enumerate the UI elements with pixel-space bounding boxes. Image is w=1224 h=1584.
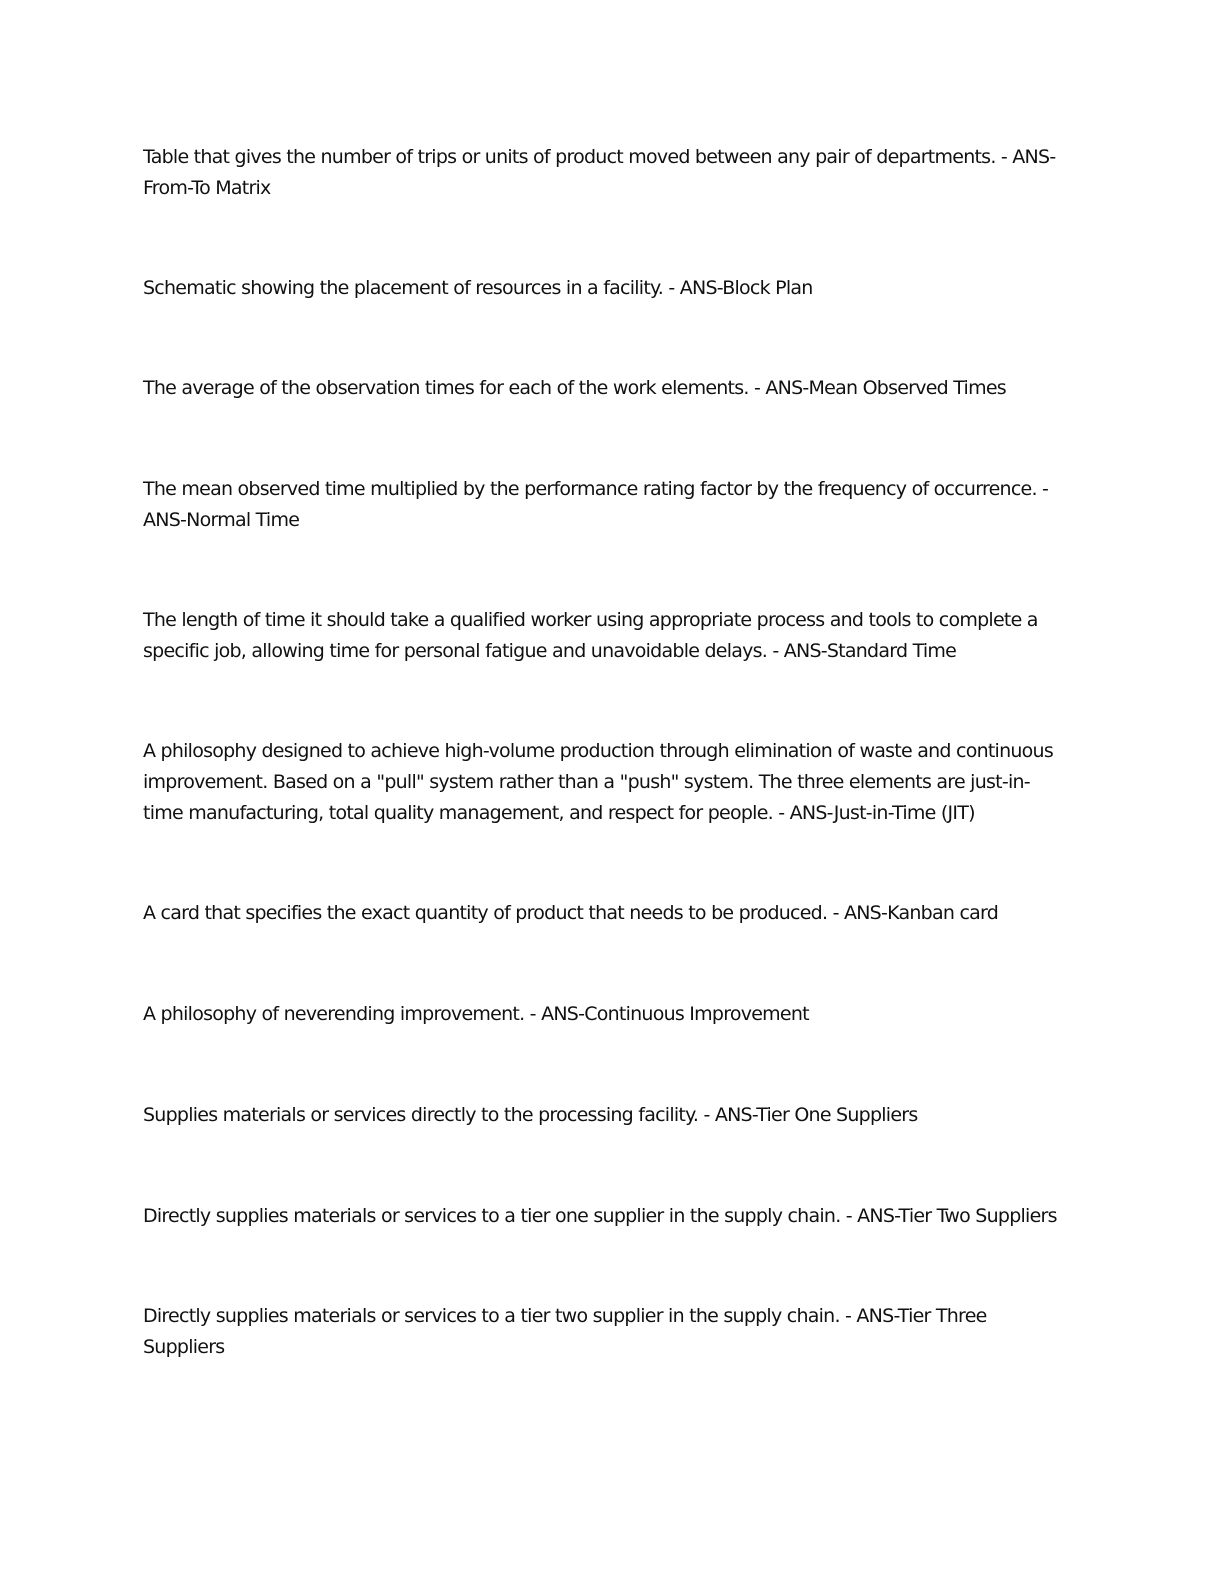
entry-line: improvement. Based on a "pull" system rather than a "push" system. The three elements are just-in- xyxy=(143,771,1030,793)
entry-line: Directly supplies materials or services to a tier one supplier in the supply chain. - ANS-Tier Two Suppliers xyxy=(143,1205,1057,1227)
entry-line: ANS-Normal Time xyxy=(143,509,300,531)
entry-line: A philosophy of neverending improvement. - ANS-Continuous Improvement xyxy=(143,1003,809,1025)
entry-line: Suppliers xyxy=(143,1336,225,1358)
entry-line: Table that gives the number of trips or units of product moved between any pair of departments. - ANS- xyxy=(143,146,1056,168)
entry-line: From-To Matrix xyxy=(143,177,271,199)
entry-tier-two-suppliers xyxy=(143,1201,1083,1232)
entry-line: A card that specifies the exact quantity of product that needs to be produced. - ANS-Kanban card xyxy=(143,902,999,924)
entry-line: specific job, allowing time for personal fatigue and unavoidable delays. - ANS-Standard Time xyxy=(143,640,957,662)
entry-mean-observed-times xyxy=(143,373,1083,404)
entry-continuous-improvement xyxy=(143,999,1083,1030)
entry-normal-time xyxy=(143,474,1083,536)
entry-line: The length of time it should take a qualified worker using appropriate process and tools to complete a xyxy=(143,609,1038,631)
entry-line: Directly supplies materials or services to a tier two supplier in the supply chain. - ANS-Tier Three xyxy=(143,1305,987,1327)
entry-tier-three-suppliers xyxy=(143,1301,1083,1363)
entry-line: The average of the observation times for each of the work elements. - ANS-Mean Observed Times xyxy=(143,377,1006,399)
entry-kanban-card xyxy=(143,898,1083,929)
entry-standard-time xyxy=(143,605,1083,667)
entry-line: Schematic showing the placement of resources in a facility. - ANS-Block Plan xyxy=(143,277,813,299)
entry-line: A philosophy designed to achieve high-volume production through elimination of waste and continuous xyxy=(143,740,1053,762)
entry-line: time manufacturing, total quality management, and respect for people. - ANS-Just-in-Time (JIT) xyxy=(143,802,975,824)
entry-block-plan xyxy=(143,273,1083,304)
entry-just-in-time xyxy=(143,736,1083,829)
entry-from-to-matrix xyxy=(143,142,1083,204)
entry-line: The mean observed time multiplied by the performance rating factor by the frequency of occurrence. - xyxy=(143,478,1049,500)
entry-tier-one-suppliers xyxy=(143,1100,1083,1131)
entry-line: Supplies materials or services directly to the processing facility. - ANS-Tier One Suppliers xyxy=(143,1104,918,1126)
